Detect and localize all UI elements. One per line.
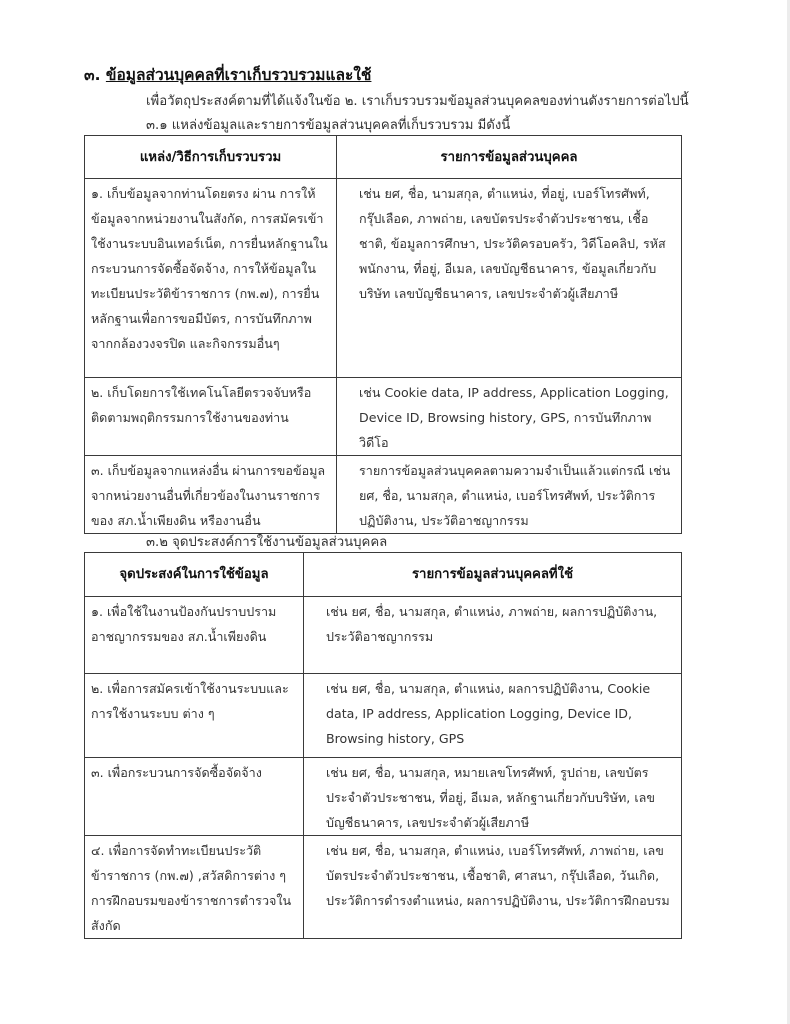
column-header-items: รายการข้อมูลส่วนบุคคลที่ใช้	[304, 553, 682, 597]
section-title: ข้อมูลส่วนบุคคลที่เราเก็บรวบรวมและใช้	[105, 66, 372, 84]
subsection-2-heading: ๓.๒ จุดประสงค์การใช้งานข้อมูลส่วนบุคคล	[146, 535, 388, 550]
table-row	[85, 674, 682, 758]
section-number: ๓.	[84, 66, 101, 84]
items-cell: รายการข้อมูลส่วนบุคคลตามความจำเป็นแล้วแต่กรณี เช่น ยศ, ชื่อ, นามสกุล, ตำแหน่ง, เบอร์โทรศัพท์, ประวัติการปฏิบัติงาน, ประวัติอาชญากรรม	[337, 456, 682, 534]
purpose-cell: ๔. เพื่อการจัดทำทะเบียนประวัติข้าราชการ (กพ.๗) ,สวัสดิการต่าง ๆ การฝึกอบรมของข้าราชการตำรวจในสังกัด	[85, 836, 304, 939]
source-cell: ๓. เก็บข้อมูลจากแหล่งอื่น ผ่านการขอข้อมูลจากหน่วยงานอื่นที่เกี่ยวข้องในงานราชการของ สภ.น้ำเพียงดิน หรืองานอื่น	[85, 456, 337, 534]
section-heading	[84, 62, 371, 87]
purpose-cell: ๒. เพื่อการสมัครเข้าใช้งานระบบและการใช้งานระบบ ต่าง ๆ	[85, 674, 304, 758]
purpose-cell: ๓. เพื่อกระบวนการจัดซื้อจัดจ้าง	[85, 758, 304, 836]
table-row	[85, 597, 682, 674]
purposes-table	[84, 552, 682, 939]
table-row	[85, 456, 682, 534]
table-row	[85, 378, 682, 456]
items-cell: เช่น Cookie data, IP address, Application Logging, Device ID, Browsing history, GPS, การบันทึกภาพวิดีโอ	[337, 378, 682, 456]
items-cell: เช่น ยศ, ชื่อ, นามสกุล, ตำแหน่ง, ที่อยู่, เบอร์โทรศัพท์, กรุ๊ปเลือด, ภาพถ่าย, เลขบัตรประจำตัวประชาชน, เชื้อชาติ, ข้อมูลการศึกษา, ประวัติครอบครัว, วิดีโอคลิป, รหัสพนักงาน, ที่อยู่, อีเมล, เลขบัญชีธนาคาร, ข้อมูลเกี่ยวกับบริษัท เลขบัญชีธนาคาร, เลขประจำตัวผู้เสียภาษี	[337, 179, 682, 378]
table-header-row	[85, 136, 682, 179]
items-cell: เช่น ยศ, ชื่อ, นามสกุล, ตำแหน่ง, ผลการปฏิบัติงาน, Cookie data, IP address, Application Logging, Device ID, Browsing history, GPS	[304, 674, 682, 758]
table-row	[85, 758, 682, 836]
column-header-source: แหล่ง/วิธีการเก็บรวบรวม	[85, 136, 337, 179]
column-header-items: รายการข้อมูลส่วนบุคคล	[337, 136, 682, 179]
source-cell: ๑. เก็บข้อมูลจากท่านโดยตรง ผ่าน การให้ข้อมูลจากหน่วยงานในสังกัด, การสมัครเข้าใช้งานระบบอินเทอร์เน็ต, การยื่นหลักฐานในกระบวนการจัดซื้อจัดจ้าง, การให้ข้อมูลในทะเบียนประวัติข้าราชการ (กพ.๗), การยื่นหลักฐานเพื่อการขอมีบัตร, การบันทึกภาพจากกล้องวงจรปิด และกิจกรรมอื่นๆ	[85, 179, 337, 378]
table-row	[85, 836, 682, 939]
sources-table	[84, 135, 682, 534]
items-cell: เช่น ยศ, ชื่อ, นามสกุล, หมายเลขโทรศัพท์, รูปถ่าย, เลขบัตรประจำตัวประชาชน, ที่อยู่, อีเมล, หลักฐานเกี่ยวกับบริษัท, เลขบัญชีธนาคาร, เลขประจำตัวผู้เสียภาษี	[304, 758, 682, 836]
section-intro: เพื่อวัตถุประสงค์ตามที่ได้แจ้งในข้อ ๒. เราเก็บรวบรวมข้อมูลส่วนบุคคลของท่านดังรายการต่อไปนี้	[146, 94, 689, 109]
table-header-row	[85, 553, 682, 597]
table-row	[85, 179, 682, 378]
subsection-1-heading: ๓.๑ แหล่งข้อมูลและรายการข้อมูลส่วนบุคคลที่เก็บรวบรวม มีดังนี้	[146, 118, 511, 133]
items-cell: เช่น ยศ, ชื่อ, นามสกุล, ตำแหน่ง, เบอร์โทรศัพท์, ภาพถ่าย, เลขบัตรประจำตัวประชาชน, เชื้อชาติ, ศาสนา, กรุ๊ปเลือด, วันเกิด, ประวัติการดำรงตำแหน่ง, ผลการปฏิบัติงาน, ประวัติการฝึกอบรม	[304, 836, 682, 939]
source-cell: ๒. เก็บโดยการใช้เทคโนโลยีตรวจจับหรือติดตามพฤติกรรมการใช้งานของท่าน	[85, 378, 337, 456]
column-header-purpose: จุดประสงค์ในการใช้ข้อมูล	[85, 553, 304, 597]
items-cell: เช่น ยศ, ชื่อ, นามสกุล, ตำแหน่ง, ภาพถ่าย, ผลการปฏิบัติงาน, ประวัติอาชญากรรม	[304, 597, 682, 674]
purpose-cell: ๑. เพื่อใช้ในงานป้องกันปราบปรามอาชญากรรมของ สภ.น้ำเพียงดิน	[85, 597, 304, 674]
